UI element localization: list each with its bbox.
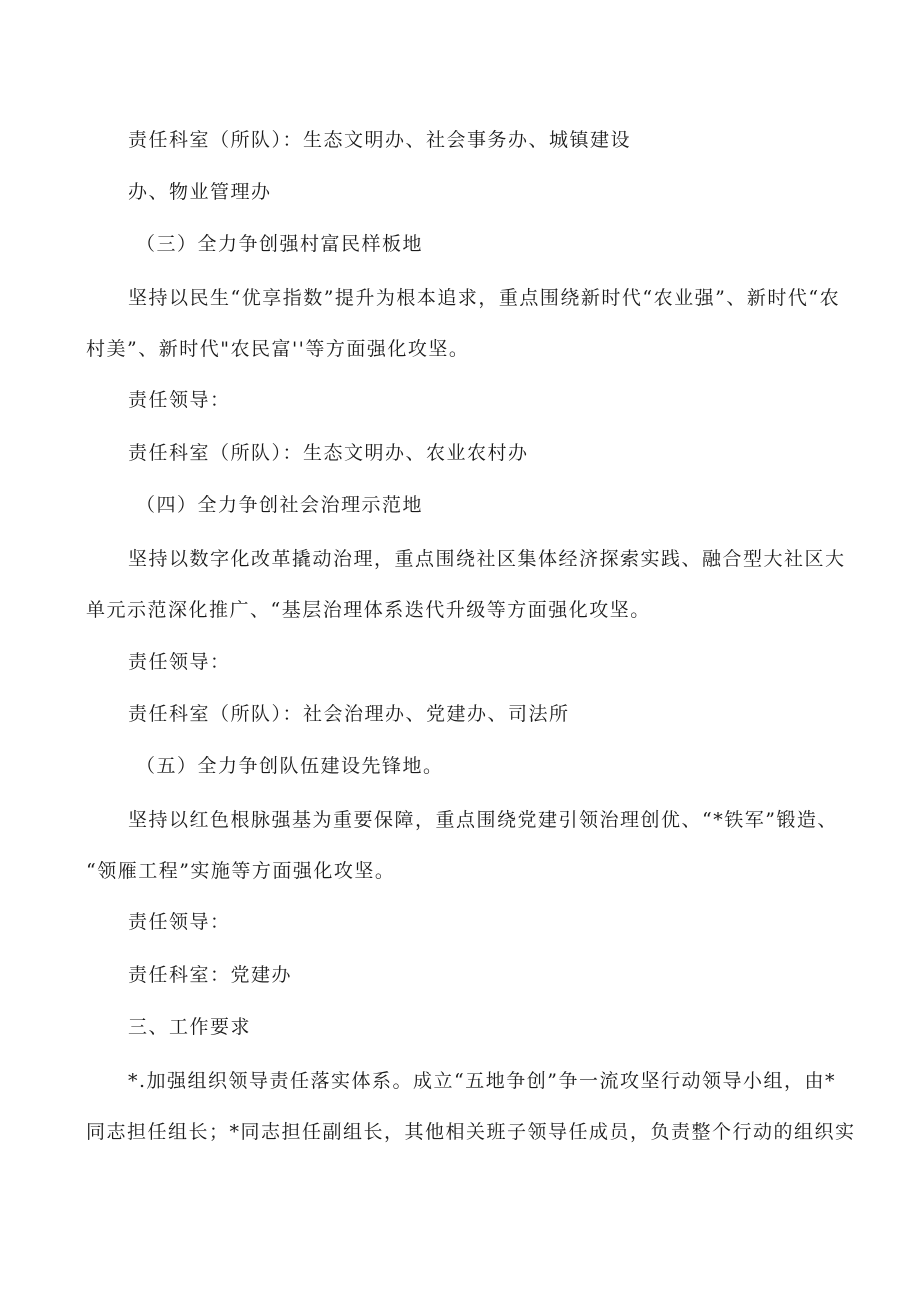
text-line-6: 责任领导： xyxy=(128,389,231,411)
text-line-17: 责任科室：党建办 xyxy=(128,964,293,986)
text-line-20: 同志担任组长；*同志担任副组长，其他相关班子领导任成员，负责整个行动的组织实 xyxy=(86,1121,856,1143)
text-line-14: 坚持以红色根脉强基为重要保障，重点围绕党建引领治理创优、“*铁军”锻造、 xyxy=(128,809,838,831)
text-line-15: “领雁工程”实施等方面强化攻坚。 xyxy=(86,860,396,882)
text-line-19: *.加强组织领导责任落实体系。成立“五地争创”争一流攻坚行动领导小组，由* xyxy=(128,1070,836,1092)
text-line-12: 责任科室（所队）：社会治理办、党建办、司法所 xyxy=(128,703,570,725)
section-heading-5: （五）全力争创队伍建设先锋地。 xyxy=(136,755,444,777)
section-heading-3: （三）全力争创强村富民样板地 xyxy=(136,233,424,255)
text-line-9: 坚持以数字化改革撬动治理，重点围绕社区集体经济探索实践、融合型大社区大 xyxy=(128,548,846,570)
text-line-4: 坚持以民生“优享指数”提升为根本追求，重点围绕新时代“农业强”、新时代“农 xyxy=(128,287,841,309)
text-line-16: 责任领导： xyxy=(128,911,231,933)
section-heading-4: （四）全力争创社会治理示范地 xyxy=(136,494,424,516)
text-line-2: 办、物业管理办 xyxy=(128,181,272,203)
section-heading-work-requirements: 三、工作要求 xyxy=(128,1016,252,1038)
text-line-7: 责任科室（所队）：生态文明办、农业农村办 xyxy=(128,442,529,464)
text-line-1: 责任科室（所队）：生态文明办、社会事务办、城镇建设 xyxy=(128,129,632,151)
text-line-10: 单元示范深化推广、“基层治理体系迭代升级等方面强化攻坚。 xyxy=(86,599,651,621)
text-line-11: 责任领导： xyxy=(128,651,231,673)
text-line-5: 村美”、新时代"农民富''等方面强化攻坚。 xyxy=(86,338,470,360)
